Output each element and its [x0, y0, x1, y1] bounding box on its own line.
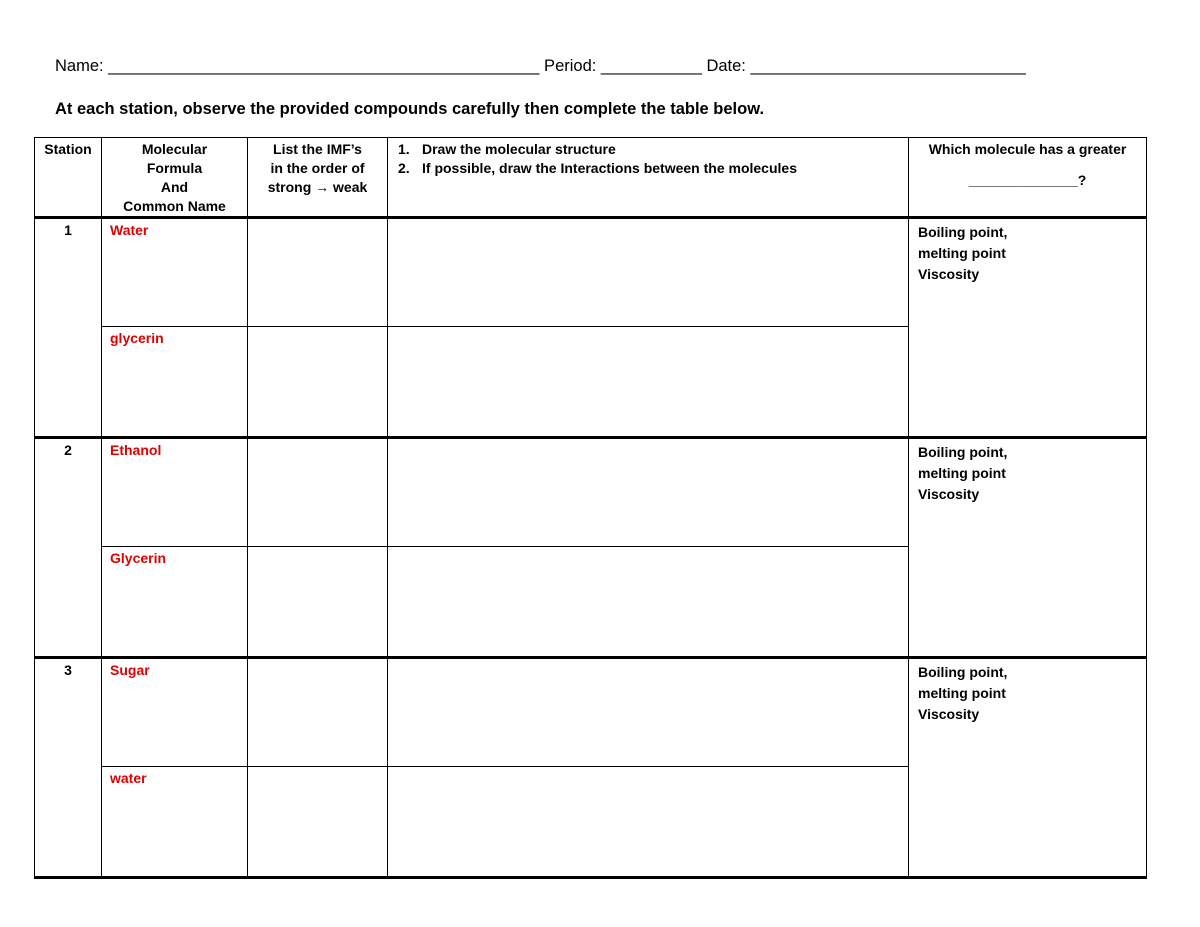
structure-drawing-cell[interactable]	[388, 218, 909, 327]
property-label: Viscosity	[918, 486, 980, 502]
list-text: If possible, draw the Interactions between the molecules	[422, 160, 797, 176]
table-row	[35, 218, 1147, 327]
header-greater-blank: ______________?	[968, 172, 1087, 188]
station-number: 3	[35, 658, 102, 878]
greater-property-cell	[909, 438, 1147, 658]
property-label: melting point	[918, 685, 1006, 701]
imf-answer-cell[interactable]	[248, 658, 388, 767]
compound-name: water	[102, 767, 248, 878]
imf-answer-cell[interactable]	[248, 767, 388, 878]
imf-answer-cell[interactable]	[248, 547, 388, 658]
structure-drawing-cell[interactable]	[388, 438, 909, 547]
list-number: 2.	[398, 160, 410, 176]
table-header-row	[35, 138, 1147, 218]
structure-drawing-cell[interactable]	[388, 327, 909, 438]
header-imf	[248, 138, 388, 218]
weak-label: weak	[333, 179, 368, 195]
header-formula	[102, 138, 248, 218]
worksheet-table	[34, 137, 1147, 879]
instructions-text: At each station, observe the provided compounds carefully then complete the table below.	[55, 100, 765, 118]
header-formula-line: Formula	[146, 160, 203, 176]
property-label: Boiling point,	[918, 664, 1008, 680]
property-label: Boiling point,	[918, 444, 1008, 460]
compound-name: Ethanol	[102, 438, 248, 547]
compound-name: Sugar	[102, 658, 248, 767]
property-label: Viscosity	[918, 706, 980, 722]
structure-drawing-cell[interactable]	[388, 767, 909, 878]
name-period-date-line: Name: _______________________________________________ Period: ___________ Date: ______________________________	[55, 57, 1026, 75]
draw-instruction-item	[398, 140, 908, 159]
structure-drawing-cell[interactable]	[388, 547, 909, 658]
draw-instructions-list	[388, 140, 908, 178]
property-label: melting point	[918, 245, 1006, 261]
header-formula-line: Molecular	[141, 141, 208, 157]
table-row	[35, 438, 1147, 547]
table-row	[35, 658, 1147, 767]
structure-drawing-cell[interactable]	[388, 658, 909, 767]
imf-answer-cell[interactable]	[248, 438, 388, 547]
header-station: Station	[35, 138, 102, 218]
imf-answer-cell[interactable]	[248, 218, 388, 327]
header-formula-line: And	[160, 179, 189, 195]
header-greater-line: Which molecule has a greater	[928, 141, 1127, 157]
list-number: 1.	[398, 141, 410, 157]
station-number: 1	[35, 218, 102, 438]
header-greater	[909, 138, 1147, 218]
header-draw	[388, 138, 909, 218]
list-text: Draw the molecular structure	[422, 141, 616, 157]
right-arrow-icon: →	[315, 179, 330, 195]
greater-property-cell	[909, 658, 1147, 878]
header-imf-line: in the order of	[270, 160, 365, 176]
property-label: Viscosity	[918, 266, 980, 282]
imf-answer-cell[interactable]	[248, 327, 388, 438]
station-number: 2	[35, 438, 102, 658]
property-label: Boiling point,	[918, 224, 1008, 240]
draw-instruction-item	[398, 159, 908, 178]
header-formula-line: Common Name	[123, 198, 226, 214]
property-label: melting point	[918, 465, 1006, 481]
strong-label: strong	[267, 179, 312, 195]
compound-name: Water	[102, 218, 248, 327]
header-imf-line	[248, 178, 387, 197]
compound-name: glycerin	[102, 327, 248, 438]
header-imf-line: List the IMF’s	[273, 141, 362, 157]
greater-property-cell	[909, 218, 1147, 438]
compound-name: Glycerin	[102, 547, 248, 658]
